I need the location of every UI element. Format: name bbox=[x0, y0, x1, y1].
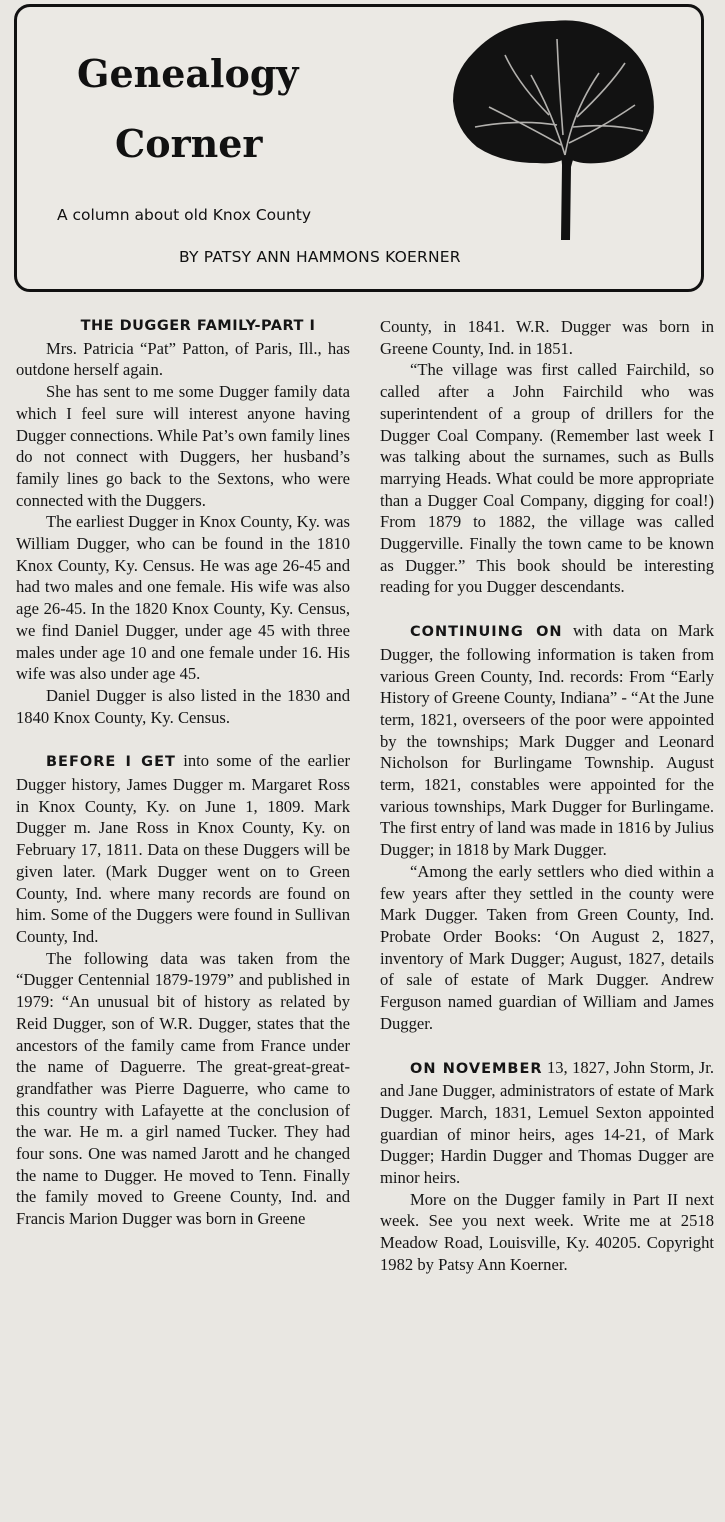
paragraph-text: 13, 1827, John Storm, Jr. and Jane Dugger, administrators of estate of Mark Dugger. March, 1831, Lemuel Sexton appointed guardian of minor heirs, ages 14-21, of Mark Dugger; Hardin Dugger and Thomas Dugger are minor heirs. bbox=[380, 1057, 715, 1188]
byline: BY PATSY ANN HAMMONS KOERNER bbox=[179, 248, 461, 266]
article-heading: THE DUGGER FAMILY-PART I bbox=[80, 318, 316, 334]
article-paragraph: “The village was first called Fairchild, so called after a John Fairchild who was superintendent of a group of drillers for the Dugger Coal Company. (Remember last week I was talking about the surnames, such as Bulls marrying Heads. What could be more appropriate than a Dugger Coal Company, digging for coal!) From 1879 to 1882, the village was called Duggerville. Finally the town came to be known as Dugger.” This book should be interesting reading for you Dugger descendants. bbox=[380, 360, 714, 597]
paragraph-text: into some of the earlier Dugger history, James Dugger m. Margaret Ross in Knox County, Ky. on June 1, 1809. Mark Dugger m. Jane Ross in Knox County, Ky. on February 17, 1811. Data on these Duggers will be given later. (Mark Dugger went on to Green County, Ind. where many records are found on him. Some of the Duggers were found in Sullivan County, Ind. bbox=[16, 751, 351, 946]
section-lead: CONTINUING ON bbox=[410, 624, 563, 641]
article-paragraph: More on the Dugger family in Part II next week. See you next week. Write me at 2518 Meadow Road, Louisville, Ky. 40205. Copyright 1982 by Patsy Ann Koerner. bbox=[380, 1189, 714, 1274]
article-paragraph: The following data was taken from the “Dugger Centennial 1879-1979” and published in 1979: “An unusual bit of history as related by Reid Dugger, son of W.R. Dugger, states that the ancestors of the family came from France under the name of Daguerre. The great-great-great-grandfather was Pierre Daguerre, who came to this country with Lafayette at the conclusion of the war. He m. a girl named Tucker. They had four sons. One was named Jarott and he changed the name to Dugger. He moved to Tenn. Finally the family moved to Greene County, Ind. and Francis Marion Dugger was born in Greene bbox=[16, 948, 350, 1229]
section-lead: BEFORE I GET bbox=[46, 754, 176, 771]
paragraph-text: with data on Mark Dugger, the following information is taken from various Green County, Ind. records: From “Early History of Greene County, Indiana” - “At the June term, 1821, overseers of the poor were appointed by the townships; Mark Dugger and Leonard Nicholson for Burlingame Township. August term, 1821, constables were appointed for the various townships, Mark Dugger for Burlingame. The first entry of land was made in 1816 by Julius Dugger; in 1818 by Mark Dugger. bbox=[380, 621, 714, 860]
article-paragraph: County, in 1841. W.R. Dugger was born in Greene County, Ind. in 1851. bbox=[380, 317, 714, 358]
tree-icon bbox=[449, 15, 659, 240]
article-paragraph: Mrs. Patricia “Pat” Patton, of Paris, Ill., has outdone herself again. bbox=[16, 338, 350, 380]
section-lead: ON NOVEMBER bbox=[410, 1060, 543, 1077]
article-column-right bbox=[380, 316, 714, 1276]
article-paragraph bbox=[380, 620, 714, 861]
column-title-line1: Genealogy bbox=[77, 51, 299, 96]
article-paragraph bbox=[380, 1057, 714, 1189]
article-paragraph: The earliest Dugger in Knox County, Ky. was William Dugger, who can be found in the 1810 Knox County, Ky. Census. He was age 26-45 and had two males and one female. His wife was also age 26-45. In the 1820 Knox County, Ky. Census, we find Daniel Dugger, under age 45 with three males under age 10 and one female under 16. His wife was also under age 45. bbox=[16, 512, 350, 684]
article-paragraph: Daniel Dugger is also listed in the 1830 and 1840 Knox County, Ky. Census. bbox=[16, 685, 350, 727]
article-column-left bbox=[16, 316, 350, 1230]
article-paragraph: She has sent to me some Dugger family data which I feel sure will interest anyone having Dugger connections. While Pat’s own family lines do not connect with Duggers, her husband’s family lines go back to the Sextons, who were connected with the Duggers. bbox=[16, 382, 350, 510]
column-title-line2: Corner bbox=[115, 121, 263, 166]
article-paragraph: “Among the early settlers who died within a few years after they settled in the county were Mark Dugger. Taken from Green County, Ind. Probate Order Books: ‘On August 2, 1827, inventory of Mark Dugger; August, 1827, details of sale of estate of Mark Dugger. Andrew Ferguson named guardian of William and James Dugger. bbox=[380, 861, 714, 1033]
column-subtitle: A column about old Knox County bbox=[57, 206, 312, 224]
article-paragraph bbox=[16, 750, 350, 947]
column-header-box bbox=[14, 4, 704, 292]
